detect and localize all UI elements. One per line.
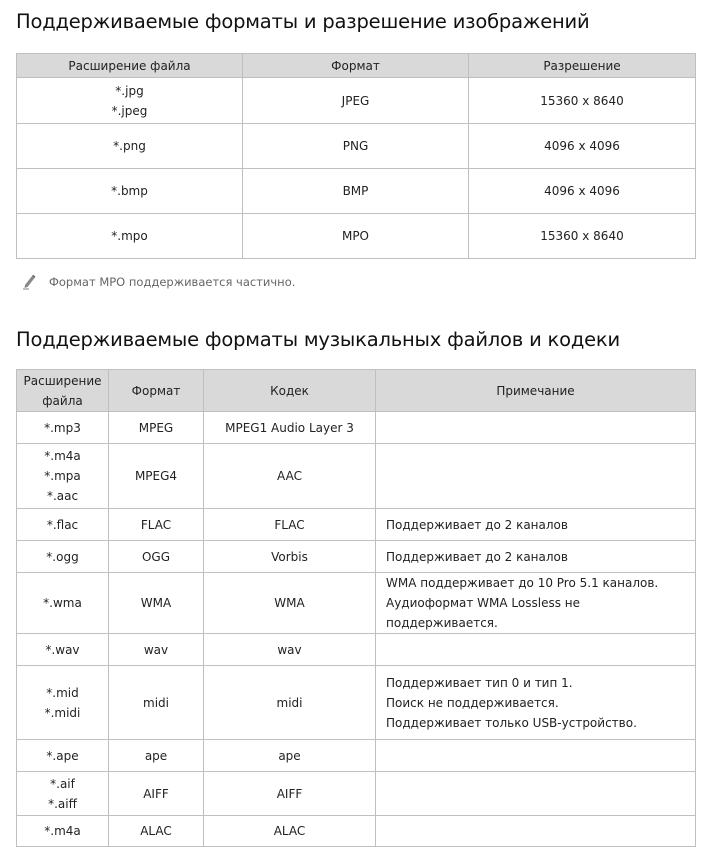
column-header: Формат [109,370,204,412]
extension: *.bmp [111,184,148,198]
extension-cell [17,573,109,634]
format-cell: OGG [109,541,204,573]
extension-cell [17,444,109,509]
extension: *.midi [44,705,81,720]
resolution-cell: 4096 x 4096 [469,124,696,169]
note-line: Поиск не поддерживается. [386,695,559,710]
note-line: WMA поддерживает до 10 Pro 5.1 каналов. [386,576,659,590]
extension-cell [17,169,243,214]
format-cell: MPEG4 [109,444,204,509]
resolution-cell: 15360 x 8640 [469,214,696,259]
format-cell: wav [109,634,204,666]
extension: *.mp3 [44,420,81,435]
codec-cell: MPEG1 Audio Layer 3 [204,412,376,444]
note-cell [376,634,696,666]
extension-cell [17,214,243,259]
extension: *.aac [46,489,79,503]
image-formats-table [16,53,696,259]
note-line: Поддерживает только USB-устройство. [386,715,637,730]
table-row [17,169,696,214]
extension-cell [17,78,243,124]
extension: *.wma [43,596,82,610]
note-line: Аудиоформат WMA Lossless не поддерживается. [386,596,581,630]
resolution-cell: 4096 x 4096 [469,169,696,214]
extension-cell [17,124,243,169]
table-row [17,816,696,847]
table-header-row [17,54,696,78]
extension: *.ogg [46,549,79,564]
table-row [17,573,696,634]
note-cell [376,740,696,772]
note-cell [376,573,696,634]
table-row [17,740,696,772]
extension: *.ape [46,748,79,763]
format-cell: FLAC [109,509,204,541]
extension-cell [17,772,109,816]
column-header: Разрешение [469,54,696,78]
extension: *.jpeg [111,103,148,118]
extension-cell [17,509,109,541]
table-row [17,634,696,666]
table-header-row [17,370,696,412]
table-row [17,124,696,169]
extension-cell [17,412,109,444]
image-formats-title: Поддерживаемые форматы и разрешение изображений [16,10,590,33]
note-cell [376,509,696,541]
column-header: Формат [243,54,469,78]
table-row [17,541,696,573]
codec-cell: ALAC [204,816,376,847]
format-cell: midi [109,666,204,740]
note-line: Поддерживает до 2 каналов [386,517,568,532]
extension-cell [17,816,109,847]
extension-cell [17,541,109,573]
table-row [17,666,696,740]
format-cell: AIFF [109,772,204,816]
pencil-icon [22,274,36,290]
table-row [17,214,696,259]
codec-cell: AAC [204,444,376,509]
note-cell [376,772,696,816]
table-row [17,509,696,541]
format-cell: BMP [243,169,469,214]
extension: *.m4a [44,824,81,838]
extension: *.flac [46,517,79,532]
music-formats-table [16,369,696,847]
codec-cell: WMA [204,573,376,634]
codec-cell: AIFF [204,772,376,816]
extension-cell [17,634,109,666]
extension: *.mid [46,685,79,700]
extension: *.aiff [48,796,77,811]
codec-cell: FLAC [204,509,376,541]
column-header: Примечание [376,370,696,412]
table-row [17,772,696,816]
note-cell [376,666,696,740]
extension-cell [17,740,109,772]
table-row [17,444,696,509]
music-formats-title: Поддерживаемые форматы музыкальных файлов и кодеки [16,328,620,351]
extension: *.png [113,139,146,153]
note-cell [376,444,696,509]
format-cell: WMA [109,573,204,634]
codec-cell: ape [204,740,376,772]
format-cell: MPO [243,214,469,259]
note-text: Формат MPO поддерживается частично. [49,275,296,289]
codec-cell: Vorbis [204,541,376,573]
note-cell [376,412,696,444]
table-row [17,412,696,444]
format-cell: PNG [243,124,469,169]
note-line: Поддерживает до 2 каналов [386,549,568,564]
extension: *.wav [45,642,80,657]
extension: *.m4a [44,449,81,463]
format-cell: MPEG [109,412,204,444]
note-line: Поддерживает тип 0 и тип 1. [386,675,573,690]
extension: *.aif [50,776,75,791]
format-cell: JPEG [243,78,469,124]
note-cell [376,541,696,573]
note-cell [376,816,696,847]
extension: *.jpg [115,83,144,98]
codec-cell: midi [204,666,376,740]
column-header: Расширение файла [17,54,243,78]
extension: *.mpa [44,469,81,483]
codec-cell: wav [204,634,376,666]
extension: *.mpo [111,229,148,243]
resolution-cell: 15360 x 8640 [469,78,696,124]
table-row [17,78,696,124]
extension-cell [17,666,109,740]
column-header: Расширение файла [17,370,109,412]
format-cell: ape [109,740,204,772]
format-cell: ALAC [109,816,204,847]
mpo-note [22,274,295,290]
column-header: Кодек [204,370,376,412]
